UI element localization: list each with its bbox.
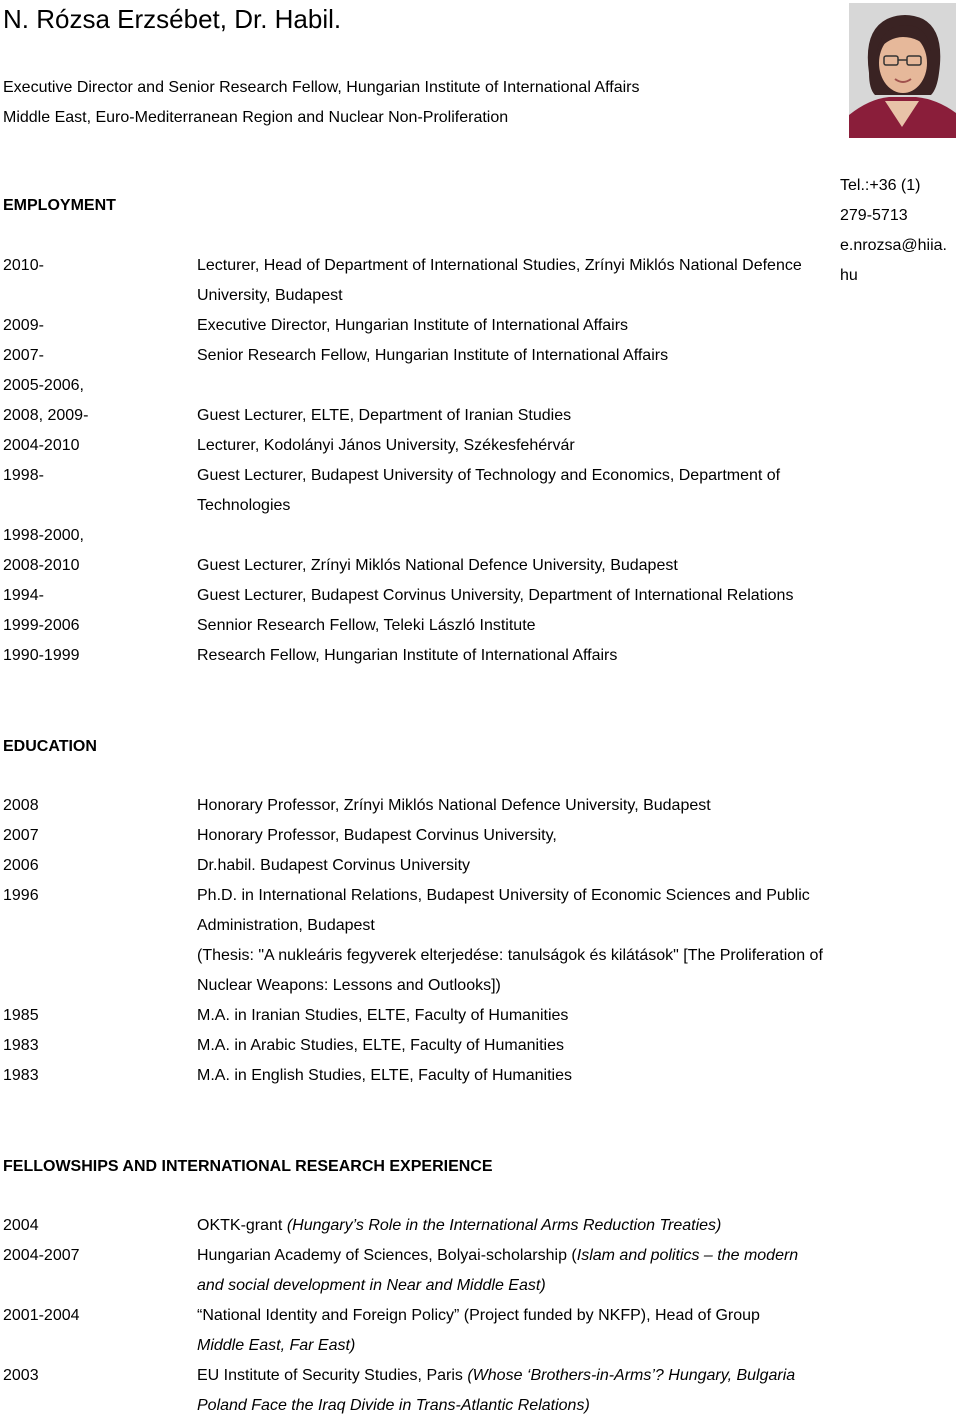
education-year: 2008 [3,797,39,814]
employment-year: 1998- [3,467,44,484]
table-row [0,311,960,341]
employment-year: 1998-2000, [3,527,84,544]
education-description: Ph.D. in International Relations, Budapest University of Economic Sciences and Public [197,887,810,904]
education-description: Administration, Budapest [197,917,375,934]
table-row [0,281,960,311]
fellowship-year: 2003 [3,1367,39,1384]
employment-description: Guest Lecturer, Budapest University of Technology and Economics, Department of [197,467,781,484]
table-row [0,1001,960,1031]
fellowship-description [197,1276,835,1296]
employment-year: 2008-2010 [3,557,80,574]
table-row [0,1301,960,1331]
table-row [0,341,960,371]
education-description: Nuclear Weapons: Lessons and Outlooks]) [197,977,501,994]
table-row [0,1331,960,1361]
employment-description: Research Fellow, Hungarian Institute of International Affairs [197,647,618,664]
fellowship-year: 2001-2004 [3,1307,80,1324]
employment-description: Guest Lecturer, ELTE, Department of Iranian Studies [197,407,572,424]
fellowship-text: “National Identity and Foreign Policy” (Project funded by NKFP), Head of Group [197,1307,760,1324]
employment-description: Lecturer, Kodolányi János University, Székesfehérvár [197,437,575,454]
contact-email[interactable]: e.nrozsa@hiia. [840,237,947,254]
education-year: 1996 [3,887,39,904]
fellowship-description [197,1306,835,1326]
employment-year: 2004-2010 [3,437,80,454]
fellowship-description [197,1366,835,1386]
table-row [0,611,960,641]
fellowship-project-title: and social development in Near and Middle East) [197,1277,546,1294]
employment-year: 1990-1999 [3,647,80,664]
fellowship-description [197,1336,835,1356]
education-year: 1985 [3,1007,39,1024]
employment-year: 1999-2006 [3,617,80,634]
fellowship-text: OKTK-grant [197,1217,287,1234]
employment-year: 2008, 2009- [3,407,89,424]
education-description: Honorary Professor, Budapest Corvinus University, [197,827,557,844]
table-row [0,941,960,971]
table-row [0,551,960,581]
contact-phone-number: 279-5713 [840,207,908,224]
employment-description: University, Budapest [197,287,343,304]
employment-description: Sennior Research Fellow, Teleki László Institute [197,617,536,634]
table-row [0,881,960,911]
table-row [0,641,960,671]
table-row [0,401,960,431]
employment-year: 2007- [3,347,44,364]
education-year: 2007 [3,827,39,844]
fellowship-text: EU Institute of Security Studies, Paris [197,1367,468,1384]
employment-heading: EMPLOYMENT [3,197,116,214]
fellowship-description [197,1216,835,1236]
employment-description: Guest Lecturer, Zrínyi Miklós National Defence University, Budapest [197,557,678,574]
position-title: Executive Director and Senior Research Fellow, Hungarian Institute of International Affairs [3,79,640,96]
table-row [0,1271,960,1301]
table-row [0,251,960,281]
fellowship-year: 2004 [3,1217,39,1234]
table-row [0,911,960,941]
education-description: Dr.habil. Budapest Corvinus University [197,857,471,874]
employment-year: 2010- [3,257,44,274]
table-row [0,851,960,881]
education-year: 1983 [3,1067,39,1084]
table-row [0,521,960,551]
employment-year: 2005-2006, [3,377,84,394]
fellowship-project-title: Middle East, Far East) [197,1337,356,1354]
fellowship-description [197,1396,835,1416]
employment-year: 1994- [3,587,44,604]
education-year: 1983 [3,1037,39,1054]
fellowship-description [197,1246,835,1266]
contact-phone: Tel.:+36 (1) [840,177,921,194]
table-row [0,971,960,1001]
education-description: M.A. in Iranian Studies, ELTE, Faculty of Humanities [197,1007,569,1024]
table-row [0,1061,960,1091]
research-areas: Middle East, Euro-Mediterranean Region and Nuclear Non-Proliferation [3,109,509,126]
employment-description: Executive Director, Hungarian Institute of International Affairs [197,317,629,334]
education-description: (Thesis: "A nukleáris fegyverek elterjedése: tanulságok és kilátások" [The Proliferation of [197,947,823,964]
table-row [0,371,960,401]
fellowship-project-title: Islam and politics – the modern [576,1247,799,1264]
employment-description: Guest Lecturer, Budapest Corvinus University, Department of International Relations [197,587,794,604]
table-row [0,791,960,821]
table-row [0,821,960,851]
employment-year: 2009- [3,317,44,334]
contact-email-domain[interactable]: hu [840,267,858,284]
employment-description: Senior Research Fellow, Hungarian Institute of International Affairs [197,347,669,364]
education-year: 2006 [3,857,39,874]
table-row [0,1241,960,1271]
table-row [0,491,960,521]
education-description: M.A. in Arabic Studies, ELTE, Faculty of Humanities [197,1037,564,1054]
table-row [0,1211,960,1241]
fellowship-project-title: (Hungary’s Role in the International Arms Reduction Treaties) [286,1217,722,1234]
education-description: M.A. in English Studies, ELTE, Faculty of Humanities [197,1067,572,1084]
fellowship-text: Hungarian Academy of Sciences, Bolyai-scholarship ( [197,1247,577,1264]
table-row [0,581,960,611]
fellowship-year: 2004-2007 [3,1247,80,1264]
profile-photo [849,3,956,138]
table-row [0,461,960,491]
fellowship-project-title: Poland Face the Iraq Divide in Trans-Atlantic Relations) [197,1397,590,1414]
education-description: Honorary Professor, Zrínyi Miklós National Defence University, Budapest [197,797,711,814]
table-row [0,1031,960,1061]
employment-description: Lecturer, Head of Department of International Studies, Zrínyi Miklós National Defence [197,257,802,274]
employment-description: Technologies [197,497,291,514]
fellowship-project-title: (Whose ‘Brothers-in-Arms’? Hungary, Bulgaria [467,1367,796,1384]
person-name: N. Rózsa Erzsébet, Dr. Habil. [3,4,342,34]
table-row [0,431,960,461]
education-heading: EDUCATION [3,738,97,755]
table-row [0,1361,960,1391]
fellowships-heading: FELLOWSHIPS AND INTERNATIONAL RESEARCH EXPERIENCE [3,1158,493,1175]
